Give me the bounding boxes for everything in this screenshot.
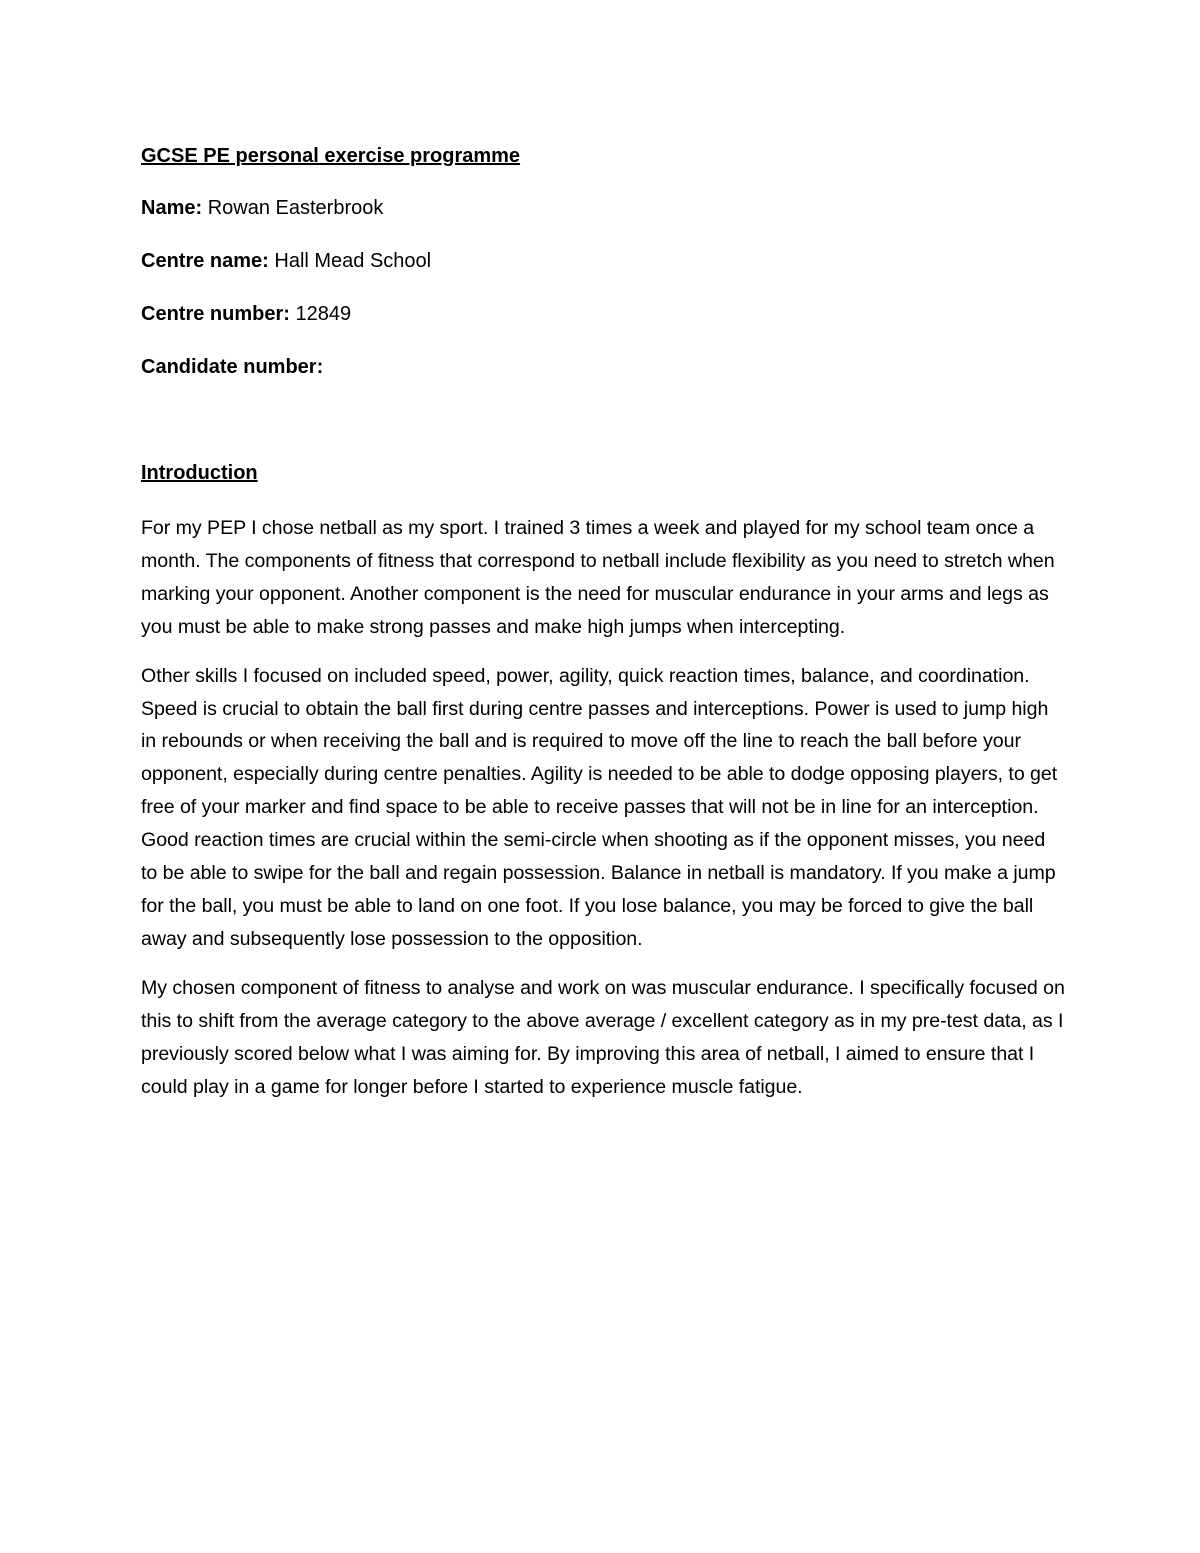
centre-number-value: 12849 xyxy=(295,303,352,325)
centre-name-value: Hall Mead School xyxy=(274,250,432,272)
centre-number-field xyxy=(141,300,1066,353)
name-field xyxy=(141,194,1066,247)
spacer xyxy=(141,406,1066,459)
candidate-number-label: Candidate number: xyxy=(141,356,324,378)
paragraph: For my PEP I chose netball as my sport. I trained 3 times a week and played for my school team once a month. The components of fitness that correspond to netball include flexibility as you need to stretch when marking your opponent. Another component is the need for muscular endurance in your arms and legs as you must be able to make strong passes and make high jumps when intercepting. xyxy=(141,517,1055,638)
centre-name-field xyxy=(141,247,1066,300)
candidate-number-field xyxy=(141,353,1066,406)
paragraph: My chosen component of fitness to analyse and work on was muscular endurance. I specifically focused on this to shift from the average category to the above average / excellent category as in my pre-test data, as I previously scored below what I was aiming for. By improving this area of netball, I aimed to ensure that I could play in a game for longer before I started to experience muscle fatigue. xyxy=(141,976,1065,1098)
name-value: Rowan Easterbrook xyxy=(207,197,384,219)
introduction-heading: Introduction xyxy=(141,462,258,484)
centre-name-label: Centre name: xyxy=(141,250,269,272)
document-title: GCSE PE personal exercise programme xyxy=(141,145,521,167)
document-page xyxy=(141,142,1066,1119)
name-label: Name: xyxy=(141,197,203,219)
spacer xyxy=(141,172,1066,194)
paragraph: Other skills I focused on included speed, power, agility, quick reaction times, balance, and coordination. Speed is crucial to obtain the ball first during centre passes and interceptions. Power is used to jump high in rebounds or when receiving the ball and is required to move off the line to reach the ball before your opponent, especially during centre penalties. Agility is needed to be able to dodge opposing players, to get free of your marker and find space to be able to receive passes that will not be in line for an interception. Good reaction times are crucial within the semi-circle when shooting as if the opponent misses, you need to be able to swipe for the ball and regain possession. Balance in netball is mandatory. If you make a jump for the ball, you must be able to land on one foot. If you lose balance, you may be forced to give the ball away and subsequently lose possession to the opposition. xyxy=(141,664,1058,950)
centre-number-label: Centre number: xyxy=(141,303,290,325)
